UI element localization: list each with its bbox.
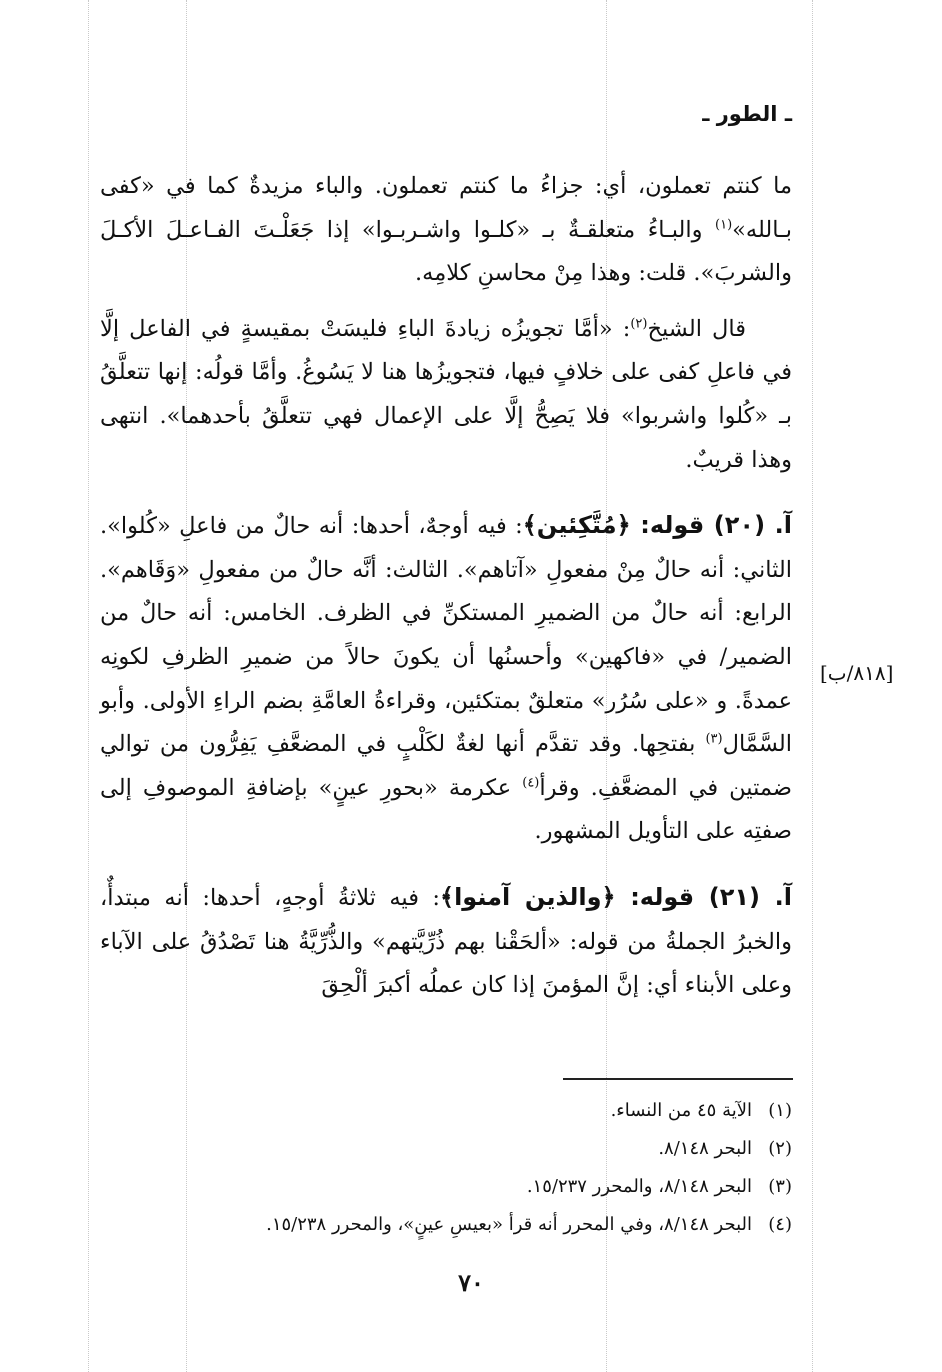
running-header: ـ الطور ـ (702, 102, 792, 126)
footnote-text: البحر ٨/١٤٨، والمحرر ١٥/٢٣٧. (526, 1176, 752, 1197)
footnote-text: الآية ٤٥ من النساء. (610, 1100, 752, 1121)
footnote (266, 1206, 792, 1244)
text-run: قال الشيخ (647, 315, 746, 342)
scan-guide-line (812, 0, 813, 1372)
manuscript-folio-note: [٨١٨/ب] (820, 661, 894, 685)
footnote-ref: (١) (715, 217, 733, 233)
page-number: ٧٠ (458, 1268, 484, 1297)
scan-guide-line (88, 0, 89, 1372)
footnote-divider (563, 1078, 793, 1080)
footnote (266, 1130, 792, 1168)
text-run: ما كنتم تعملون، أي: جزاءُ ما كنتم تعملون. والباء مزيدةٌ كما في «كفى بـالله» (100, 173, 792, 243)
footnote-ref: (٢) (630, 316, 648, 332)
paragraph (100, 876, 792, 1008)
footnote-text: البحر ٨/١٤٨. (658, 1138, 752, 1159)
footnote-text: البحر ٨/١٤٨، وفي المحرر أنه قرأ «بعيسِ عينٍ»، والمحرر ١٥/٢٣٨. (266, 1214, 752, 1235)
quran-verse: ﴿مُتَّكِئين﴾ (522, 511, 631, 540)
footnote-number: (٣) (768, 1176, 792, 1197)
text-run: : «أمَّا تجويزُه زيادةَ الباءِ فليسَتْ بمقيسةٍ في الفاعل إلَّا في فاعلِ كفى على خلافٍ فيها، فتجويزُها هنا لا يَسُوغُ. وأمَّا قولُه: إنها تتعلَّقُ بـ «كُلوا واشربوا» فلا يَصِحُّ إلَّا على الإعمال فهي تتعلَّقُ بأحدهما». انتهى وهذا قريبٌ. (100, 315, 792, 473)
footnote-number: (٤) (768, 1214, 792, 1235)
footnote-ref: (٣) (705, 731, 723, 747)
paragraph (100, 165, 792, 296)
paragraph (100, 308, 792, 482)
footnote-number: (٢) (768, 1138, 792, 1159)
footnotes (266, 1092, 792, 1244)
quran-verse: ﴿والذين آمنوا﴾ (440, 882, 616, 911)
footnote-ref: (٤) (522, 775, 540, 791)
paragraph (100, 504, 792, 854)
text-run: والبـاءُ متعلقـةٌ بـ «كلـوا واشـربـوا» إذا جَعَلْـتَ الفـاعـلَ الأكـلَ والشربَ». قلت: وهذا مِنْ محاسنِ كلامِه. (100, 216, 792, 287)
footnote (266, 1168, 792, 1206)
main-text (100, 165, 792, 1008)
text-run: : فيه ثلاثةُ أوجهٍ، أحدها: أنه مبتدأٌ، والخبرُ الجملةُ من قوله: «ألحَقْنا بهم ذُرِّيَّتهم» والذُّرِّيَّةُ هنا تَصْدُقُ على الآباء وعلى الأبناء أي: إنَّ المؤمنَ إذا كان عملُه أكبرَ ألْحِقَ (100, 884, 792, 999)
verse-lead: آ. (٢٠) قوله: (630, 511, 792, 540)
text-run: بفتحِها. وقد تقدَّم أنها لغةٌ لكَلْبٍ في المضعَّفِ يَفِرُّون من توالي ضمتين في المضعَّفِ. وقرأ (100, 731, 792, 801)
text-run: : فيه أوجهٌ، أحدها: أنه حالٌ من فاعلِ «كُلوا». الثاني: أنه حالٌ مِنْ مفعولِ «آتاهم». الثالث: أنَّه حالٌ من مفعولِ «وَقَاهم». الرابع: أنه حالٌ من الضميرِ المستكنِّ في الظرف. الخامس: أنه حالٌ من الضمير/ في «فاكهين» وأحسنُها أن يكونَ حالاً من ضميرِ الظرفِ لكونِه عمدةً. و «على سُرُر» متعلقٌ بمتكئين، وقراءةُ العامَّةِ بضم الراءِ الأولى. وأبو السَّمَّال (100, 513, 792, 758)
verse-lead: آ. (٢١) قوله: (615, 882, 793, 911)
footnote (266, 1092, 792, 1130)
text-run: عكرمة «بحورِ عينٍ» بإضافةِ الموصوفِ إلى صفتِه على التأويل المشهور. (100, 774, 792, 845)
footnote-number: (١) (768, 1100, 792, 1121)
